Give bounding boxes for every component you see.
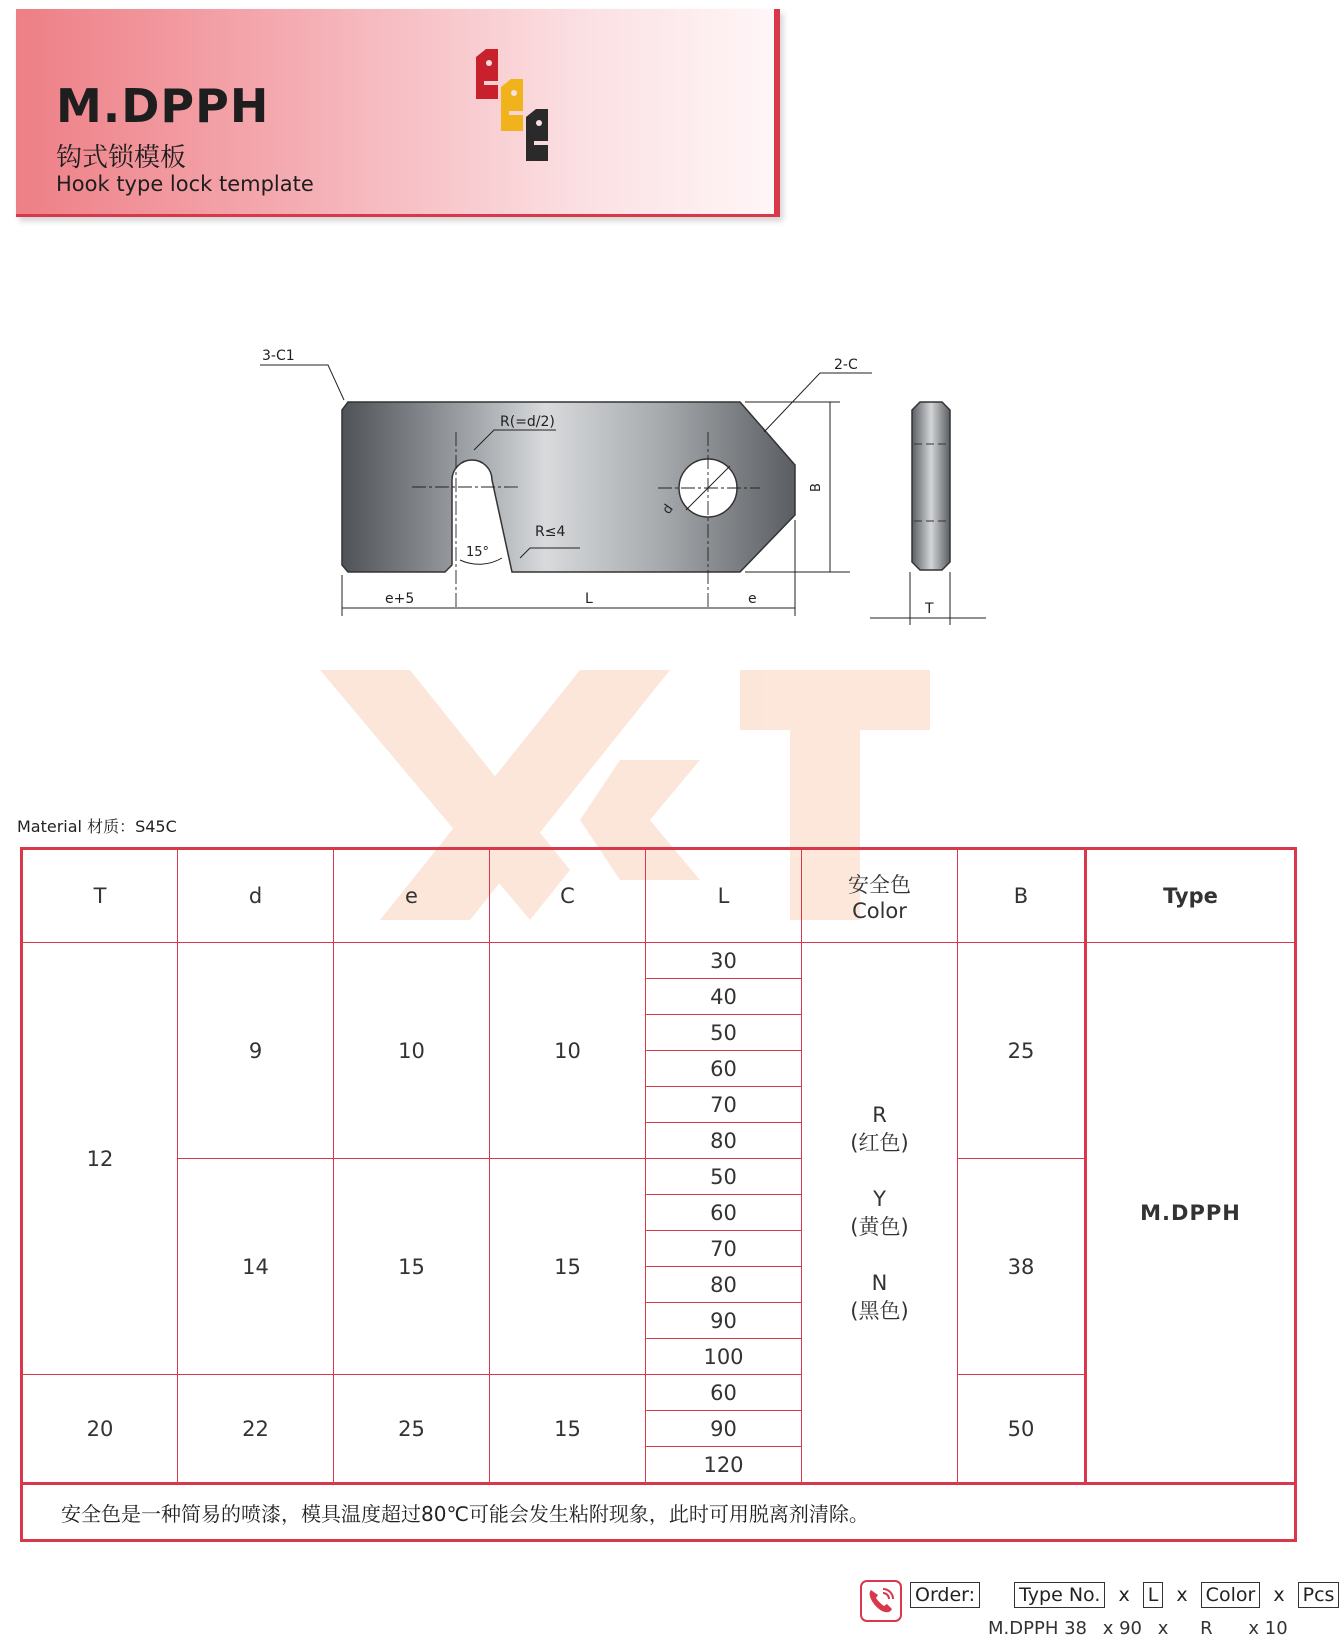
example-l: x 90 [1102,1618,1142,1639]
order-label: Order: [910,1582,980,1608]
t-cell: 20 [22,1375,178,1484]
l-cell: 80 [646,1123,802,1159]
example-pcs: x 10 [1248,1618,1288,1639]
e-cell: 10 [334,943,490,1159]
l-cell: 90 [646,1411,802,1447]
c-cell: 15 [490,1159,646,1375]
l-cell: 120 [646,1447,802,1484]
header-c: C [490,849,646,943]
header-banner [16,9,780,217]
header-t: T [22,849,178,943]
hook-plates-icon [476,49,566,179]
spec-table [20,847,1297,1542]
note-row [22,1484,1296,1541]
b-cell: 38 [958,1159,1086,1375]
safety-color-note: 安全色是一种简易的喷漆，模具温度超过80℃可能会发生粘附现象，此时可用脱离剂清除。 [22,1484,1296,1541]
color-name-n: (黑色) [850,1298,909,1323]
order-example-values [988,1618,1288,1639]
order-field-color: Color [1201,1582,1261,1608]
order-separator: x [1273,1584,1285,1606]
header-l: L [646,849,802,943]
color-name-y: (黄色) [850,1214,909,1239]
l-cell: 90 [646,1303,802,1339]
c-cell: 10 [490,943,646,1159]
header-d: d [178,849,334,943]
table-header-row [22,849,1296,943]
l-cell: 70 [646,1087,802,1123]
dim-e5-label: e+5 [385,591,415,607]
color-code-n: N [871,1270,888,1295]
example-type: M.DPPH 38 [988,1618,1087,1639]
angle-label: 15° [466,545,490,560]
header-e: e [334,849,490,943]
d-cell: 22 [178,1375,334,1484]
dim-l-label: L [585,591,593,607]
l-cell: 50 [646,1015,802,1051]
radius-small-label: R≤4 [535,524,566,540]
l-cell: 60 [646,1195,802,1231]
d-cell: 14 [178,1159,334,1375]
b-cell: 50 [958,1375,1086,1484]
l-cell: 30 [646,943,802,979]
order-format [908,1582,1341,1608]
order-separator: x [1176,1584,1188,1606]
l-cell: 60 [646,1051,802,1087]
header-color-en: Color [852,899,907,923]
order-example [860,1580,1335,1648]
table-row [22,943,1296,979]
d-cell: 9 [178,943,334,1159]
l-cell: 70 [646,1231,802,1267]
header-b: B [958,849,1086,943]
l-cell: 80 [646,1267,802,1303]
example-x: x [1157,1618,1169,1639]
example-color: R [1200,1618,1213,1639]
chamfer-c-label: 2-C [834,357,858,373]
c-cell: 15 [490,1375,646,1484]
order-field-pcs: Pcs [1298,1582,1340,1608]
b-cell: 25 [958,943,1086,1159]
dim-e-label: e [748,591,757,607]
header-color [802,849,958,943]
title-cn: 钩式锁模板 [56,143,187,173]
technical-drawing [240,348,1000,630]
type-cell: M.DPPH [1086,943,1296,1484]
product-code: M.DPPH [56,79,270,133]
color-code-y: Y [873,1186,886,1211]
color-code-r: R [872,1102,887,1127]
e-cell: 25 [334,1375,490,1484]
l-cell: 50 [646,1159,802,1195]
dim-t-label: T [925,601,934,617]
header-type: Type [1086,849,1296,943]
order-separator: x [1118,1584,1130,1606]
phone-icon [860,1580,902,1622]
order-field-type: Type No. [1014,1582,1105,1608]
color-cell [802,943,958,1484]
dim-d-label: d [659,501,677,518]
material-label: Material 材质：S45C [17,817,177,836]
header-color-cn: 安全色 [848,873,911,897]
l-cell: 40 [646,979,802,1015]
l-cell: 100 [646,1339,802,1375]
color-name-r: (红色) [850,1130,909,1155]
e-cell: 15 [334,1159,490,1375]
t-cell: 12 [22,943,178,1375]
l-cell: 60 [646,1375,802,1411]
title-en: Hook type lock template [56,172,314,196]
radius-label: R(=d/2) [500,414,555,430]
dim-b-label: B [809,483,824,492]
order-field-l: L [1143,1582,1164,1608]
chamfer-c1-label: 3-C1 [262,348,295,364]
